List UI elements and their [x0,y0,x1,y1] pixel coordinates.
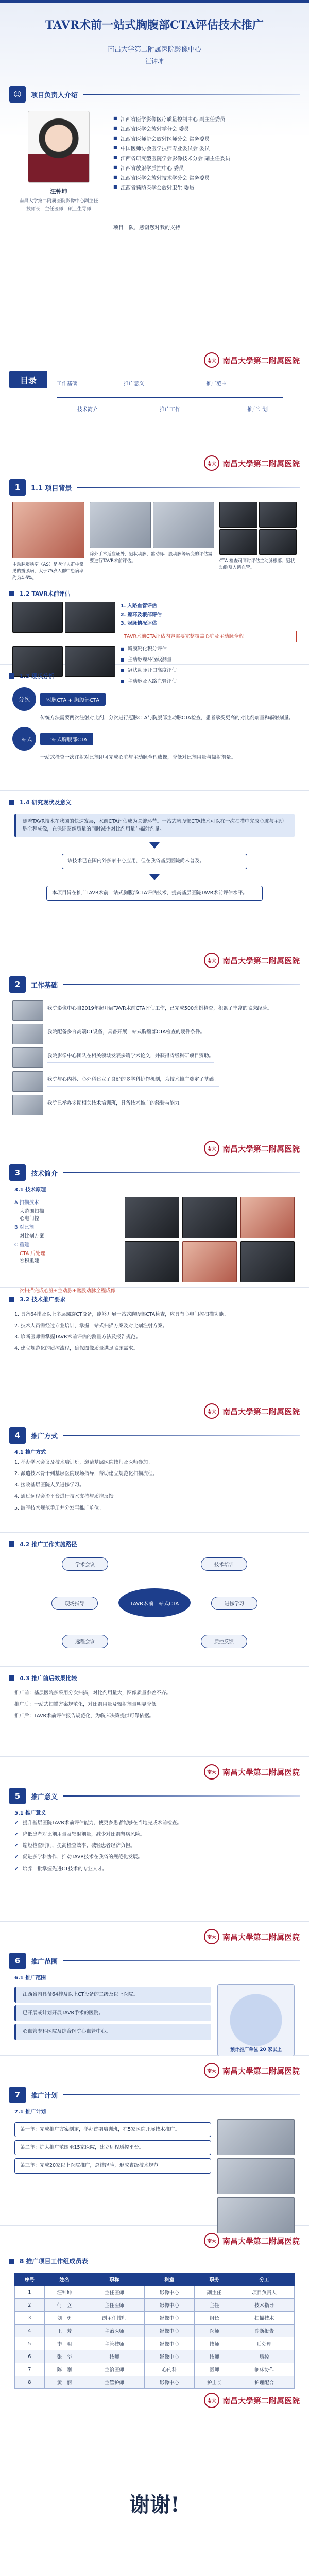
role-item: ■ 江西省医师协会放射医师分会 常务委员 [113,134,297,142]
role-item: ■ 江西省医学会放射学分会 委员 [113,125,297,132]
scope-list [14,1984,211,2056]
table-cell: 诊断报告 [234,2325,295,2337]
plan-item: 第一年：完成推广方案制定，举办首期培训班，在5家医院开展技术推广。 [14,2122,211,2137]
subsection-title: 7.1 推广计划 [14,2109,46,2115]
section-title: 推广计划 [31,2092,58,2100]
subsection-title: 4.1 推广方式 [14,1450,46,1455]
promotion-item: 3. 接收基层医院人员进修学习。 [14,1482,84,1488]
table-row [15,2299,295,2312]
table-cell: 影像中心 [144,2376,194,2389]
section-number: 7 [9,2087,26,2103]
section-4-slide [0,1396,309,1533]
ct-image [65,602,115,633]
ct-image [12,602,63,633]
section-7-slide [0,2056,309,2226]
step-label: C 重建 [14,1242,29,1248]
toc-item-2[interactable]: 技术简介 [77,407,98,413]
work-item: 我院已举办多期相关技术培训班，具备技术推广的经验与能力。 [47,1100,184,1110]
table-cell: 3 [15,2312,45,2325]
table-cell: 技师 [84,2350,145,2363]
requirement-item: 4. 建立规范化的质控流程，确保图像质量满足临床需求。 [14,1346,139,1352]
section-3-slide [0,1133,309,1294]
subsection-title: 3.1 技术原理 [14,1187,46,1193]
ct-image [219,502,258,528]
member-table [14,2273,295,2389]
section-5-slide [0,1757,309,1922]
significance-item: 培养一批掌握先进CT技术的专业人才。 [22,1866,108,1872]
bio-line-2: 技师长，主任医师，硕士生导师 [26,207,91,212]
table-cell: 张 华 [44,2350,84,2363]
table-cell: 7 [15,2363,45,2376]
section-number: 4 [9,1427,26,1444]
cover-presenter: 汪钟坤 [145,58,164,65]
section-title: 技术简介 [31,1170,58,1178]
portrait-photo [28,111,90,183]
work-item: 我院配备多台高端CT设备，具备开展一站式胸腹部CTA检查的硬件条件。 [47,1029,205,1039]
method-tag-onestop: 一站式 [12,727,36,751]
subsection-title: 4.2 推广工作实施路径 [20,1541,77,1548]
work-photo [12,1024,43,1044]
comparison-item: 推广后：一站式扫描方案规范化，对比剂用量及辐射剂量明显降低。 [14,1702,162,1708]
path-node: 远程会诊 [62,1635,108,1648]
table-cell: 黄 丽 [44,2376,84,2389]
table-cell: 陈 刚 [44,2363,84,2376]
table-row [15,2337,295,2350]
table-cell: 技师 [194,2350,234,2363]
seal-icon: 南大 [204,352,219,368]
hospital-logo: 南大 南昌大學第二附属医院 [204,1403,300,1419]
thanks-text: 谢谢! [129,2493,180,2517]
table-header: 科室 [144,2273,194,2286]
plan-list [14,2119,211,2233]
hospital-logo: 南大 南昌大學第二附属医院 [204,1764,300,1780]
path-node: 现场指导 [52,1597,98,1610]
role-item: ■ 中国医师协会医学技师专业委员会 委员 [113,144,297,152]
profile-block [0,107,309,216]
section-8-slide [0,2226,309,2385]
eval-list-item: ■ 主动脉瓣环径线测量 [121,655,297,664]
seal-icon: 南大 [204,2393,219,2408]
role-item: ■ 江西省医学影像医疗质量控制中心 副主任委员 [113,115,297,123]
cover-slide [0,0,309,345]
roles-list [113,111,297,212]
training-photo [217,2158,295,2194]
ct-image [219,529,258,555]
table-cell: 主任医师 [84,2286,145,2299]
ct-image [240,1241,295,1282]
table-cell: 医师 [194,2325,234,2337]
table-cell: 李 明 [44,2337,84,2350]
ct-image [182,1197,237,1238]
table-cell: 主任医师 [84,2299,145,2312]
table-header: 职称 [84,2273,145,2286]
requirement-item: 2. 技术人员需经过专业培训，掌握一站式扫描方案及对比剂注射方案。 [14,1323,168,1329]
table-row [15,2350,295,2363]
table-cell: 王 芳 [44,2325,84,2337]
table-cell: 主治医师 [84,2363,145,2376]
subsection-title: 1.4 研究现状及意义 [20,799,72,806]
table-cell: 技师 [194,2337,234,2350]
valve-image [153,502,214,548]
subsection-title: 3.2 技术推广要求 [20,1296,66,1303]
eval-point-2: 2. 瓣环及根部评估 [121,612,162,618]
section-title: 工作基础 [31,981,58,990]
step-item: 对比剂方案 [20,1233,44,1239]
comparison-item: 推广后：TAVR术前评估报告规范化，为临床决策提供可靠依据。 [14,1713,154,1719]
ct-image [259,529,297,555]
eval-point-3: 3. 冠脉情况评估 [121,621,157,627]
cover-title: TAVR术前一站式胸腹部CTA评估技术推广 [45,19,264,32]
step-item: 大范围扫描 [20,1209,44,1214]
significance-item: 提升基层医院TAVR术前评估能力，使更多患者能够在当地完成术前检查。 [22,1820,182,1826]
subsection-title: 4.3 推广前后效果比较 [20,1675,77,1682]
role-item: ■ 江西省预防医学会放射卫生 委员 [113,183,297,191]
table-cell: 副主任技师 [84,2312,145,2325]
ct-image [125,1241,179,1282]
subsection-title: 6.1 推广范围 [14,1975,46,1981]
path-diagram [52,1552,258,1655]
significance-item: 缩短检查时间，提高检查效率，减轻患者经济负担。 [22,1843,135,1849]
hospital-logo: 南大 南昌大學第二附属医院 [204,2063,300,2078]
bio-name: 汪钟坤 [50,188,67,195]
table-cell: 影像中心 [144,2299,194,2312]
section-title: 8 推广项目工作组成员表 [20,2258,88,2265]
method-row-onestop [12,727,297,751]
role-item: ■ 江西省医学会放射技术学分会 常务委员 [113,174,297,181]
valve-image [90,502,151,548]
role-item: ■ 江西省研究型医院学会影像技术分会 副主任委员 [113,154,297,162]
table-cell: 刘 勇 [44,2312,84,2325]
table-cell: 影像中心 [144,2312,194,2325]
section-1-4-slide [0,791,309,945]
table-cell: 扫描技术 [234,2312,295,2325]
heart-anatomy-image [12,502,84,558]
check-icon: ✔ [14,1820,19,1826]
requirements-list [0,1311,309,1353]
seal-icon: 南大 [204,2063,219,2078]
section-title: 1.1 项目背景 [31,484,72,493]
table-cell: 副主任 [194,2286,234,2299]
toc-label: 目录 [9,371,47,388]
requirement-item: 1. 具备64排及以上多层螺旋CT设备，能够开展一站式胸腹部CTA检查，应具有心电门控扫描功能。 [14,1312,229,1317]
table-cell: 汪钟坤 [44,2286,84,2299]
table-cell: 技术指导 [234,2299,295,2312]
table-cell: 8 [15,2376,45,2389]
hospital-logo: 南大 南昌大學第二附属医院 [204,1141,300,1156]
seal-icon: 南大 [204,1141,219,1156]
top-band [0,0,309,3]
step-label: B 对比剂 [14,1225,35,1230]
table-cell: 项目负责人 [234,2286,295,2299]
vr-image [182,1241,237,1282]
table-cell: 影像中心 [144,2350,194,2363]
role-item: ■ 江西省放射学质控中心 委员 [113,164,297,172]
check-icon: ✔ [14,1843,19,1849]
hospital-logo: 南大 南昌大學第二附属医院 [204,2233,300,2248]
subsection-title: 5.1 推广意义 [14,1810,46,1816]
section-3-2-slide [0,1288,309,1396]
down-arrow-icon [149,842,160,849]
method-row-split [12,687,297,711]
promotion-item: 1. 举办学术会议及技术培训班，邀请基层医院技师及医师参加。 [14,1460,153,1465]
step-item: CTA 后处理 [20,1251,45,1257]
seal-icon: 南大 [204,1929,219,1944]
table-cell: 影像中心 [144,2325,194,2337]
method-tag-split: 分次 [12,687,36,711]
toc-tree [57,376,294,438]
section-6-slide [0,1922,309,2056]
ct-image [259,502,297,528]
hospital-logo: 南大 南昌大學第二附属医院 [204,352,300,368]
section-number: 6 [9,1953,26,1969]
technique-note: 一次扫描完成心脏+主动脉+髂股动脉全程成像 [14,1288,116,1294]
research-bottom-box: 本项目旨在推广TAVR术前一站式胸腹部CTA评估技术，提高基层医院TAVR术前评估水平。 [46,886,263,901]
table-cell: 护士长 [194,2376,234,2389]
research-main-box: 随着TAVR技术在我国的快速发展，术前CTA评估成为关键环节。一站式胸腹部CTA技术可以在一次扫描中完成心脏与主动脉全程成像，在保证图像质量的同时减少对比剂用量与辐射剂量。 [14,814,295,837]
caption-mid: 除外手术适应证外，冠状动脉、髂动脉、股动脉等病变的评估需要进行TAVR术前评估。 [90,552,213,564]
step-item: 容积重建 [20,1258,40,1264]
eval-list-item: ■ 冠状动脉开口高度评估 [121,666,297,675]
work-photo [12,1000,43,1021]
table-cell: 主任 [194,2299,234,2312]
section-2-slide [0,945,309,1133]
profile-left [12,111,105,212]
significance-list [0,1819,309,1873]
caption-right: CTA 检查可同时评估主动脉根部、冠状动脉及入路血管。 [219,558,295,570]
path-node: 技术培训 [201,1557,247,1571]
promotion-item: 4. 通过远程会诊平台进行技术支持与质控反馈。 [14,1494,119,1500]
section-number: 1 [9,479,26,496]
section-4-2-slide [0,1533,309,1667]
method-label-onestop: 一站式胸腹部CTA [40,733,93,745]
table-cell: 影像中心 [144,2286,194,2299]
seal-icon: 南大 [204,2233,219,2248]
table-cell: 何 立 [44,2299,84,2312]
plan-item: 第二年：扩大推广范围至15家医院，建立远程质控平台。 [14,2140,211,2155]
bio-line-1: 南昌大学第二附属医院影像中心副主任 [19,199,98,204]
table-row [15,2312,295,2325]
check-icon: ✔ [14,1866,19,1872]
section-title: 推广意义 [31,1793,58,1801]
subsection-title: 1.2 TAVR术前评估 [20,590,71,598]
toc-item-5[interactable]: 推广范围 [206,381,227,387]
table-cell: 6 [15,2350,45,2363]
method-label-split: 冠脉CTA + 胸腹部CTA [40,693,106,706]
table-header: 职务 [194,2273,234,2286]
table-header: 分工 [234,2273,295,2286]
table-cell: 主管护师 [84,2376,145,2389]
section-number: 3 [9,1164,26,1181]
work-item: 我院影像中心自2019年起开展TAVR术前CTA评估工作，已完成500余例检查，积累了丰富的临床经验。 [47,1005,272,1015]
work-photo [12,1095,43,1115]
table-cell: 质控 [234,2350,295,2363]
caption-left: 主动脉瓣狭窄（AS）是老年人群中常见的瓣膜病，大于75岁人群中患病率约为4.6%。 [12,562,84,581]
eval-list-item: ■ 主动脉及入路血管评估 [121,677,297,686]
table-cell: 1 [15,2286,45,2299]
cover-section-header [0,81,309,107]
eval-note: TAVR术前CTA评估内容需要完整覆盖心脏及主动脉全程 [121,631,297,642]
section-title: 推广范围 [31,1958,58,1966]
cover-section-title: 项目负责人介绍 [31,91,78,99]
comparison-item: 推广前：基层医院多采用分次扫描，对比剂用量大，图像质量参差不齐。 [14,1690,171,1696]
table-cell: 4 [15,2325,45,2337]
hospital-logo: 南大 南昌大學第二附属医院 [204,455,300,471]
table-row [15,2325,295,2337]
promotion-method-list [0,1459,309,1513]
work-item: 我院与心内科、心外科建立了良好的多学科协作机制，为技术推广奠定了基础。 [47,1076,219,1086]
hospital-logo: 南大 南昌大學第二附属医院 [204,1929,300,1944]
cover-org: 南昌大学第二附属医院影像中心 [107,46,201,54]
requirement-item: 3. 诊断医师需掌握TAVR术前评估的测量方法及报告规范。 [14,1334,141,1341]
table-cell: 心内科 [144,2363,194,2376]
table-header: 姓名 [44,2273,84,2286]
step-label: A 扫描技术 [14,1200,39,1206]
table-row [15,2363,295,2376]
toc-item-3[interactable]: 推广意义 [124,381,144,387]
scope-item: 心血管专科医院及综合医院心血管中心。 [14,2024,211,2040]
hospital-logo: 南大 南昌大學第二附属医院 [204,953,300,968]
table-cell: 影像中心 [144,2337,194,2350]
path-node: 质控反馈 [201,1635,247,1648]
table-cell: 2 [15,2299,45,2312]
section-4-3-slide [0,1667,309,1757]
comparison-list [0,1689,309,1720]
person-icon: ☺ [9,86,26,103]
work-basis-list [0,1000,309,1115]
table-cell: 主治医师 [84,2325,145,2337]
plan-item: 第三年：完成20家以上医院推广，总结经验，形成省级技术规范。 [14,2158,211,2173]
work-item: 我院影像中心团队在相关领域发表多篇学术论文，并获得省级科研项目资助。 [47,1053,214,1062]
significance-item: 促进多学科协作，推动TAVR技术在我省的规范化发展。 [22,1854,143,1860]
section-number: 5 [9,1788,26,1804]
map-image [217,1984,295,2056]
section-title: 推广方式 [31,1432,58,1440]
significance-item: 降低患者对比剂用量及辐射剂量，减少对比剂肾病风险。 [22,1832,145,1838]
seal-icon: 南大 [204,953,219,968]
method-desc-split: 传统方法需要两次注射对比剂，分次进行冠脉CTA与胸腹部主动脉CTA检查，患者承受更高的对比剂剂量和辐射剂量。 [40,715,294,721]
method-desc-onestop: 一站式检查一次注射对比剂即可完成心脏与主动脉全程成像，降低对比剂用量与辐射剂量。 [40,755,236,761]
research-side-box: 该技术已在国内外多家中心应用，但在我省基层医院尚未普及。 [62,854,247,869]
table-cell: 临床协作 [234,2363,295,2376]
seal-icon: 南大 [204,1764,219,1780]
scope-item: 江西省内具备64排及以上CT设备的二级及以上医院。 [14,1987,211,2003]
toc-item-6[interactable]: 推广计划 [247,407,268,413]
toc-item-4[interactable]: 推广工作 [160,407,180,413]
table-cell: 5 [15,2337,45,2350]
table-cell: 后处理 [234,2337,295,2350]
section-number: 2 [9,976,26,993]
eval-point-1: 1. 入路血管评估 [121,603,157,609]
vr-image [240,1197,295,1238]
work-photo [12,1047,43,1068]
scope-note: 预计推广单位 20 家以上 [230,2047,282,2053]
table-cell: 主管技师 [84,2337,145,2350]
table-header-row [15,2273,295,2286]
down-arrow-icon [149,874,160,880]
toc-slide [0,345,309,448]
technique-steps [14,1197,117,1282]
table-cell: 护理配合 [234,2376,295,2389]
ct-image [125,1197,179,1238]
cover-footer-note: 项目一队，感谢您对我的支持 [113,225,180,231]
closing-slide [0,2385,309,2576]
eval-list-item: ■ 瓣膜钙化积分评估 [121,645,297,653]
step-item: 心电门控 [20,1216,40,1222]
path-node: 学术会议 [62,1557,108,1571]
toc-item-1[interactable]: 工作基础 [57,381,77,387]
promotion-item: 5. 编写技术规范手册并分发至推广单位。 [14,1505,104,1511]
work-photo [12,1071,43,1092]
table-header: 序号 [15,2273,45,2286]
path-node: 进修学习 [211,1597,258,1610]
hospital-logo: 南大 南昌大學第二附属医院 [204,2393,300,2408]
path-center: TAVR术前一站式CTA [118,1588,191,1617]
table-cell: 组长 [194,2312,234,2325]
table-cell: 医师 [194,2363,234,2376]
scope-item: 已开展或计划开展TAVR手术的医院。 [14,2005,211,2021]
section-1-3-slide [0,665,309,791]
background-images [0,500,309,583]
training-photo [217,2119,295,2155]
subsection-title: 1.3 现状分析 [20,673,55,680]
promotion-item: 2. 派遣技术骨干到基层医院现场指导，帮助建立规范化扫描流程。 [14,1471,158,1477]
table-row [15,2286,295,2299]
check-icon: ✔ [14,1854,19,1860]
seal-icon: 南大 [204,1403,219,1419]
check-icon: ✔ [14,1832,19,1838]
seal-icon: 南大 [204,455,219,471]
